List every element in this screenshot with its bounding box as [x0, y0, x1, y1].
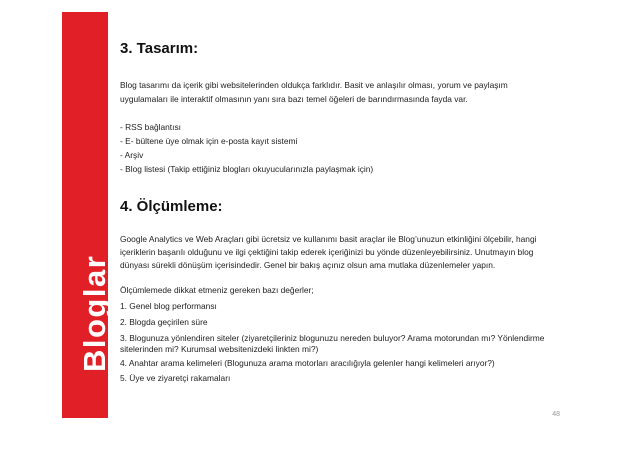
section-4-paragraph-line-3: dünyası sürekli dönüşüm içerisindedir. Genel bir bakış açınız olsun ama mutlaka düzenlemeler yapın. [120, 260, 496, 270]
sidebar-title: Bloglar [77, 254, 112, 372]
section-3-paragraph-line-1: Blog tasarımı da içerik gibi websitelerinden oldukça farklıdır. Basit ve anlaşılır olması, yorum ve paylaşım [120, 80, 508, 90]
section-4-item-4: 4. Anahtar arama kelimeleri (Blogunuza arama motorları aracılığıyla gelenler hangi kelimeleri arıyor?) [120, 358, 495, 368]
section-3-item-rss: - RSS bağlantısı [120, 122, 181, 132]
section-4-paragraph-line-1: Google Analytics ve Web Araçları gibi ücretsiz ve kullanımı basit araçlar ile Blog’unuzun etkinliğini ölçebilir, hangi [120, 234, 537, 244]
section-4-heading: 4. Ölçümleme: [120, 198, 223, 215]
sidebar-band [62, 12, 112, 418]
section-4-intro: Ölçümlemede dikkat etmeniz gereken bazı değerler; [120, 285, 314, 295]
page-number: 48 [552, 411, 560, 418]
section-4-item-1: 1. Genel blog performansı [120, 301, 217, 311]
section-3-item-blog-list: - Blog listesi (Takip ettiğiniz blogları okuyucularınızla paylaşmak için) [120, 164, 374, 174]
section-4-item-3-line-1: 3. Blogunuza yönlendiren siteler (ziyaretçileriniz blogunuzu nereden buluyor? Arama motorundan mı? Yönlendirme [120, 333, 545, 343]
section-3-heading: 3. Tasarım: [120, 40, 199, 57]
section-4-item-3-line-2: sitelerinden mi? Kurumsal websitenizdeki linkten mi?) [120, 344, 319, 354]
section-4-item-5: 5. Üye ve ziyaretçi rakamaları [120, 373, 231, 383]
section-3-item-archive: - Arşiv [120, 150, 144, 160]
section-3-item-newsletter: - E- bültene üye olmak için e-posta kayıt sistemi [120, 136, 298, 146]
section-4-paragraph-line-2: içeriklerin başarılı olduğunu ve ilgi çektiğini takip ederek içeriğinizi bu yönde düzenleyebilirsiniz. Unutmayın blog [120, 247, 534, 257]
section-4-item-2: 2. Blogda geçirilen süre [120, 317, 208, 327]
section-3-paragraph-line-2: uygulamaları ile interaktif olmasının yanı sıra bazı temel öğeleri de barındırmasında fayda var. [120, 94, 468, 104]
